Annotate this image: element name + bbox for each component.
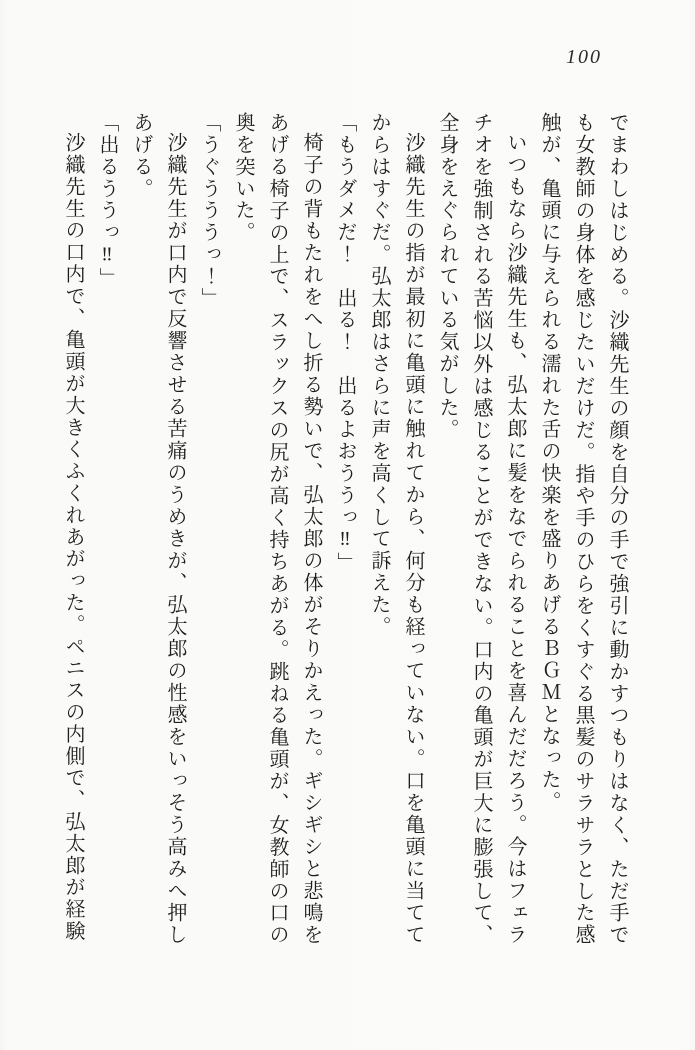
page-number: 100 [566,46,602,68]
paragraph-dialogue: 「うぐうううっ！」 [198,112,220,310]
paragraph-dialogue: 「もうダメだ！ 出る！ 出るよおううっ‼」 [334,112,356,574]
paragraph-dialogue: 「出るううっ‼」 [96,112,118,290]
paragraph: いつもなら沙織先生も、弘太郎に髪をなでられることを喜んだだろう。今はフェラチオを強制される苦悩以外は感じることができない。口内の亀頭が巨大に膨張して、全身をえぐられている気がした。 [436,112,526,946]
paragraph: 沙織先生の指が最初に亀頭に触れてから、何分も経っていない。口を亀頭に当ててからはすぐだ。弘太郎はさらに声を高くして訴えた。 [368,112,424,946]
paragraph: 沙織先生の口内で、亀頭が大きくふくれあがった。ペニスの内側で、弘太郎が経験 [62,132,84,943]
vertical-text-block [56,112,634,946]
paragraph: 沙織先生が口内で反響させる苦痛のうめきが、弘太郎の性感をいっそう高みへ押しあげる。 [130,112,186,946]
paragraph: でまわしはじめる。沙織先生の顔を自分の手で強引に動かすつもりはなく、ただ手でも女教師の身体を感じたいだけだ。指や手のひらをくすぐる黒髪のサラサラとした感触が、亀頭に与えられる濡れた舌の快楽を盛りあげるＢＧＭとなった。 [538,112,628,946]
paragraph: 椅子の背もたれをへし折る勢いで、弘太郎の体がそりかえった。ギシギシと悲鳴をあげる椅子の上で、スラックスの尻が高く持ちあがる。跳ねる亀頭が、女教師の口の奥を突いた。 [232,112,322,946]
